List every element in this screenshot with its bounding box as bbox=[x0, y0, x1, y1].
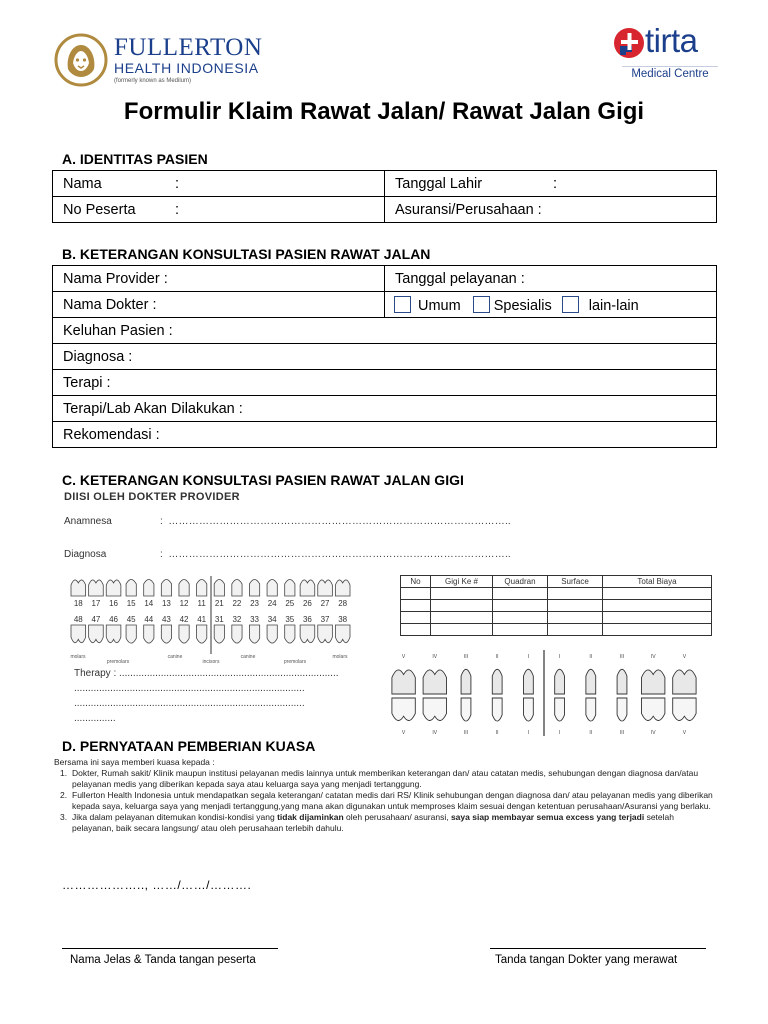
lower-tooth-number: 35 bbox=[285, 615, 295, 624]
attorney-intro: Bersama ini saya memberi kuasa kepada : bbox=[54, 757, 215, 767]
tooth-group-label: incisors bbox=[202, 659, 220, 665]
diagnosis-field[interactable]: Diagnosa : bbox=[53, 344, 717, 370]
place-date-field[interactable]: ……………….., ……/……/………. bbox=[62, 878, 252, 892]
fullerton-logo bbox=[54, 33, 304, 87]
child-lower-tooth[interactable] bbox=[642, 698, 665, 720]
lower-tooth-number: 45 bbox=[126, 615, 136, 624]
lower-tooth-number: 46 bbox=[109, 615, 119, 624]
lower-tooth-44[interactable] bbox=[144, 625, 154, 643]
table-row bbox=[53, 318, 717, 344]
patient-signature-label: Nama Jelas & Tanda tangan peserta bbox=[70, 954, 256, 966]
child-upper-tooth-label: V bbox=[401, 654, 406, 660]
lower-tooth-number: 44 bbox=[144, 615, 154, 624]
upper-tooth-23[interactable] bbox=[249, 580, 259, 597]
upper-tooth-number: 16 bbox=[109, 599, 119, 608]
upper-tooth-24[interactable] bbox=[267, 580, 277, 597]
section-b-heading: B. KETERANGAN KONSULTASI PASIEN RAWAT JALAN bbox=[62, 246, 431, 262]
partner-name: tirta bbox=[645, 22, 698, 59]
lower-tooth-number: 32 bbox=[232, 615, 242, 624]
child-upper-tooth[interactable] bbox=[617, 669, 627, 694]
upper-tooth-27[interactable] bbox=[318, 580, 333, 596]
child-upper-tooth[interactable] bbox=[673, 670, 696, 694]
child-upper-tooth[interactable] bbox=[586, 669, 596, 694]
member-number-field[interactable]: No Peserta : bbox=[53, 197, 385, 223]
name-field[interactable]: Nama : bbox=[53, 171, 385, 197]
lower-tooth-48[interactable] bbox=[71, 625, 86, 643]
dental-therapy-block[interactable]: Therapy : ............................................................................... ................................................................................... ................................................................................... ............... bbox=[74, 668, 339, 724]
power-of-attorney-text bbox=[54, 757, 714, 834]
table-header-row: No Gigi Ke # Quadran Surface Total Biaya bbox=[401, 576, 712, 588]
child-upper-tooth[interactable] bbox=[523, 669, 533, 694]
child-lower-tooth[interactable] bbox=[673, 698, 696, 720]
tooth-group-label: canine bbox=[240, 654, 256, 660]
therapy-label: Therapy : bbox=[74, 668, 117, 679]
lower-tooth-42[interactable] bbox=[179, 625, 189, 643]
child-upper-tooth[interactable] bbox=[492, 669, 502, 694]
table-row bbox=[53, 171, 717, 197]
table-row bbox=[53, 266, 717, 292]
child-lower-tooth[interactable] bbox=[523, 698, 533, 721]
general-checkbox[interactable] bbox=[394, 296, 411, 313]
child-upper-tooth-label: IV bbox=[432, 654, 438, 660]
dental-fee-table bbox=[400, 575, 712, 636]
upper-tooth-number: 23 bbox=[250, 599, 260, 608]
upper-tooth-number: 18 bbox=[73, 599, 83, 608]
table-row[interactable] bbox=[401, 600, 712, 612]
upper-tooth-number: 13 bbox=[161, 599, 171, 608]
upper-tooth-number: 27 bbox=[320, 599, 330, 608]
upper-tooth-15[interactable] bbox=[126, 580, 136, 597]
child-lower-tooth[interactable] bbox=[555, 698, 565, 721]
list-item: 2. Fullerton Health Indonesia untuk mendapatkan segala keterangan/ catatan medis dari RS/ Klinik sehubungan dengan diagnosa dan/ atau pelayanan medis yang diberikan kepada saya, keluarga saya yang menjadi tertanggung,yang mana akan digunakan untuk memproses klaim sesuai dengan ketentuan perusahaan/Asuransi yang berlaku. bbox=[60, 790, 713, 811]
child-upper-tooth[interactable] bbox=[423, 670, 446, 694]
anamnesa-row[interactable]: Anamnesa : ……………………………………………………………………………………….. bbox=[64, 516, 511, 527]
upper-tooth-28[interactable] bbox=[335, 580, 350, 596]
tooth-group-label: molars bbox=[70, 654, 86, 660]
lower-tooth-46[interactable] bbox=[106, 625, 121, 643]
upper-tooth-number: 11 bbox=[197, 599, 206, 608]
table-row[interactable] bbox=[401, 612, 712, 624]
child-upper-tooth[interactable] bbox=[461, 669, 471, 694]
tirta-logo bbox=[612, 22, 722, 84]
lower-tooth-number: 37 bbox=[320, 615, 330, 624]
form-title: Formulir Klaim Rawat Jalan/ Rawat Jalan Gigi bbox=[123, 98, 645, 125]
doctor-name-field[interactable]: Nama Dokter : bbox=[53, 292, 385, 318]
brand-subname: HEALTH INDONESIA bbox=[114, 60, 259, 76]
dental-diagnosis-label: Diagnosa bbox=[64, 549, 107, 560]
child-lower-tooth-label: V bbox=[401, 730, 406, 736]
child-upper-tooth-label: III bbox=[463, 654, 469, 660]
child-upper-tooth-label: V bbox=[682, 654, 687, 660]
table-row[interactable] bbox=[401, 588, 712, 600]
lower-tooth-31[interactable] bbox=[214, 625, 224, 643]
upper-tooth-number: 22 bbox=[232, 599, 242, 608]
upper-tooth-number: 26 bbox=[302, 599, 312, 608]
lower-tooth-38[interactable] bbox=[335, 625, 350, 643]
upper-tooth-number: 14 bbox=[144, 599, 154, 608]
lower-tooth-number: 42 bbox=[179, 615, 189, 624]
child-tooth-chart[interactable] bbox=[388, 650, 700, 736]
lower-tooth-number: 47 bbox=[91, 615, 101, 624]
other-checkbox[interactable] bbox=[562, 296, 579, 313]
tooth-group-label: premolars bbox=[283, 659, 307, 665]
lower-tooth-number: 34 bbox=[267, 615, 277, 624]
lower-tooth-45[interactable] bbox=[126, 625, 136, 643]
child-lower-tooth-label: V bbox=[682, 730, 687, 736]
upper-tooth-16[interactable] bbox=[106, 580, 121, 596]
lower-tooth-41[interactable] bbox=[197, 625, 207, 643]
brand-former-name: (formerly known as Medilum) bbox=[114, 78, 192, 84]
upper-tooth-number: 17 bbox=[91, 599, 101, 608]
child-lower-tooth-label: IV bbox=[650, 730, 656, 736]
lower-tooth-43[interactable] bbox=[161, 625, 171, 643]
adult-tooth-chart[interactable] bbox=[70, 574, 352, 666]
table-row bbox=[53, 370, 717, 396]
upper-tooth-17[interactable] bbox=[89, 580, 104, 596]
child-lower-tooth-label: III bbox=[619, 730, 625, 736]
lower-tooth-number: 41 bbox=[197, 615, 207, 624]
lower-tooth-number: 38 bbox=[338, 615, 348, 624]
doctor-signature-label: Tanda tangan Dokter yang merawat bbox=[495, 954, 678, 966]
tooth-group-label: canine bbox=[167, 654, 183, 660]
outpatient-consultation-table bbox=[52, 265, 717, 448]
therapy-field[interactable]: Terapi : bbox=[53, 370, 717, 396]
tirta-cross-icon bbox=[612, 26, 646, 60]
lower-tooth-number: 31 bbox=[214, 615, 224, 624]
upper-tooth-11[interactable] bbox=[197, 580, 207, 597]
upper-tooth-14[interactable] bbox=[144, 580, 154, 597]
table-row bbox=[53, 197, 717, 223]
upper-tooth-13[interactable] bbox=[161, 580, 171, 597]
lion-logo-icon bbox=[54, 33, 108, 87]
brand-name: FULLERTON bbox=[114, 34, 263, 61]
other-label: lain-lain bbox=[588, 297, 639, 314]
upper-tooth-22[interactable] bbox=[232, 580, 242, 597]
child-upper-tooth-label: II bbox=[589, 654, 593, 660]
table-row[interactable] bbox=[401, 624, 712, 636]
lower-tooth-33[interactable] bbox=[249, 625, 259, 643]
child-upper-tooth-label: II bbox=[495, 654, 499, 660]
child-lower-tooth-label: II bbox=[589, 730, 593, 736]
upper-tooth-21[interactable] bbox=[214, 580, 224, 597]
upper-tooth-number: 15 bbox=[126, 599, 136, 608]
lower-tooth-number: 48 bbox=[73, 615, 83, 624]
tooth-group-label: premolars bbox=[106, 659, 130, 665]
child-upper-tooth-label: I bbox=[527, 654, 530, 660]
child-lower-tooth[interactable] bbox=[461, 698, 471, 721]
upper-tooth-number: 12 bbox=[179, 599, 189, 608]
child-upper-tooth-label: III bbox=[619, 654, 625, 660]
patient-identity-table bbox=[52, 170, 717, 223]
service-date-field[interactable]: Tanggal pelayanan : bbox=[385, 266, 717, 292]
specialist-checkbox[interactable] bbox=[473, 296, 490, 313]
doctor-type-options bbox=[385, 292, 717, 318]
child-lower-tooth[interactable] bbox=[586, 698, 596, 721]
lower-tooth-number: 36 bbox=[302, 615, 312, 624]
list-item: 1. Dokter, Rumah sakit/ Klinik maupun institusi pelayanan medis lainnya untuk memberikan keterangan dan/ atau catatan medis, sehubungan dengan diagnosa dan/atau pelayanan medis yang diberikan kepada saya atau keluarga saya yang menjadi tertanggung. bbox=[60, 768, 699, 789]
lower-tooth-34[interactable] bbox=[267, 625, 277, 643]
lower-tooth-36[interactable] bbox=[300, 625, 315, 643]
section-c-subheading: DIISI OLEH DOKTER PROVIDER bbox=[64, 491, 240, 503]
specialist-label: Spesialis bbox=[493, 297, 552, 314]
upper-tooth-25[interactable] bbox=[285, 580, 295, 597]
upper-tooth-number: 21 bbox=[214, 599, 224, 608]
lower-tooth-number: 43 bbox=[161, 615, 171, 624]
child-lower-tooth[interactable] bbox=[617, 698, 627, 721]
table-row bbox=[53, 422, 717, 448]
complaint-field[interactable]: Keluhan Pasien : bbox=[53, 318, 717, 344]
section-a-heading: A. IDENTITAS PASIEN bbox=[62, 151, 208, 167]
child-upper-tooth-label: IV bbox=[650, 654, 656, 660]
section-d-heading: D. PERNYATAAN PEMBERIAN KUASA bbox=[62, 738, 316, 754]
child-lower-tooth-label: IV bbox=[432, 730, 438, 736]
upper-tooth-12[interactable] bbox=[179, 580, 189, 597]
general-label: Umum bbox=[418, 297, 461, 314]
table-row bbox=[53, 344, 717, 370]
child-lower-tooth-label: I bbox=[558, 730, 561, 736]
lower-tooth-number: 33 bbox=[250, 615, 260, 624]
dental-diagnosis-row[interactable]: Diagnosa : ……………………………………………………………………………………….. bbox=[64, 549, 511, 560]
upper-tooth-number: 25 bbox=[285, 599, 295, 608]
partner-subtitle: Medical Centre bbox=[622, 66, 718, 80]
child-lower-tooth-label: III bbox=[463, 730, 469, 736]
anamnesa-label: Anamnesa bbox=[64, 516, 112, 527]
patient-signature-line[interactable] bbox=[62, 948, 278, 949]
child-upper-tooth[interactable] bbox=[555, 669, 565, 694]
child-lower-tooth-label: II bbox=[495, 730, 499, 736]
child-lower-tooth[interactable] bbox=[492, 698, 502, 721]
child-upper-tooth-label: I bbox=[558, 654, 561, 660]
lower-tooth-35[interactable] bbox=[285, 625, 295, 643]
insurance-company-field[interactable]: Asuransi/Perusahaan : bbox=[385, 197, 717, 223]
upper-tooth-18[interactable] bbox=[71, 580, 86, 596]
doctor-signature-line[interactable] bbox=[490, 948, 706, 949]
child-upper-tooth[interactable] bbox=[392, 670, 415, 694]
child-lower-tooth[interactable] bbox=[423, 698, 446, 720]
provider-name-field[interactable]: Nama Provider : bbox=[53, 266, 385, 292]
planned-lab-field[interactable]: Terapi/Lab Akan Dilakukan : bbox=[53, 396, 717, 422]
child-lower-tooth-label: I bbox=[527, 730, 530, 736]
table-row bbox=[53, 292, 717, 318]
child-lower-tooth[interactable] bbox=[392, 698, 415, 720]
child-upper-tooth[interactable] bbox=[642, 670, 665, 694]
section-c-heading: C. KETERANGAN KONSULTASI PASIEN RAWAT JALAN GIGI bbox=[62, 472, 464, 488]
table-row bbox=[53, 396, 717, 422]
upper-tooth-number: 24 bbox=[267, 599, 277, 608]
upper-tooth-26[interactable] bbox=[300, 580, 315, 596]
lower-tooth-32[interactable] bbox=[232, 625, 242, 643]
upper-tooth-number: 28 bbox=[338, 599, 348, 608]
lower-tooth-37[interactable] bbox=[318, 625, 333, 643]
tooth-group-label: molars bbox=[332, 654, 348, 660]
lower-tooth-47[interactable] bbox=[89, 625, 104, 643]
birth-date-field[interactable]: Tanggal Lahir : bbox=[385, 171, 717, 197]
recommendation-field[interactable]: Rekomendasi : bbox=[53, 422, 717, 448]
list-item: 3. Jika dalam pelayanan ditemukan kondisi-kondisi yang tidak dijaminkan oleh perusahaan/ asuransi, saya siap membayar semua excess yang terjadi setelah pelayanan, baik secara langsung/ atau oleh perusahaan terlebih dahulu. bbox=[60, 812, 674, 833]
